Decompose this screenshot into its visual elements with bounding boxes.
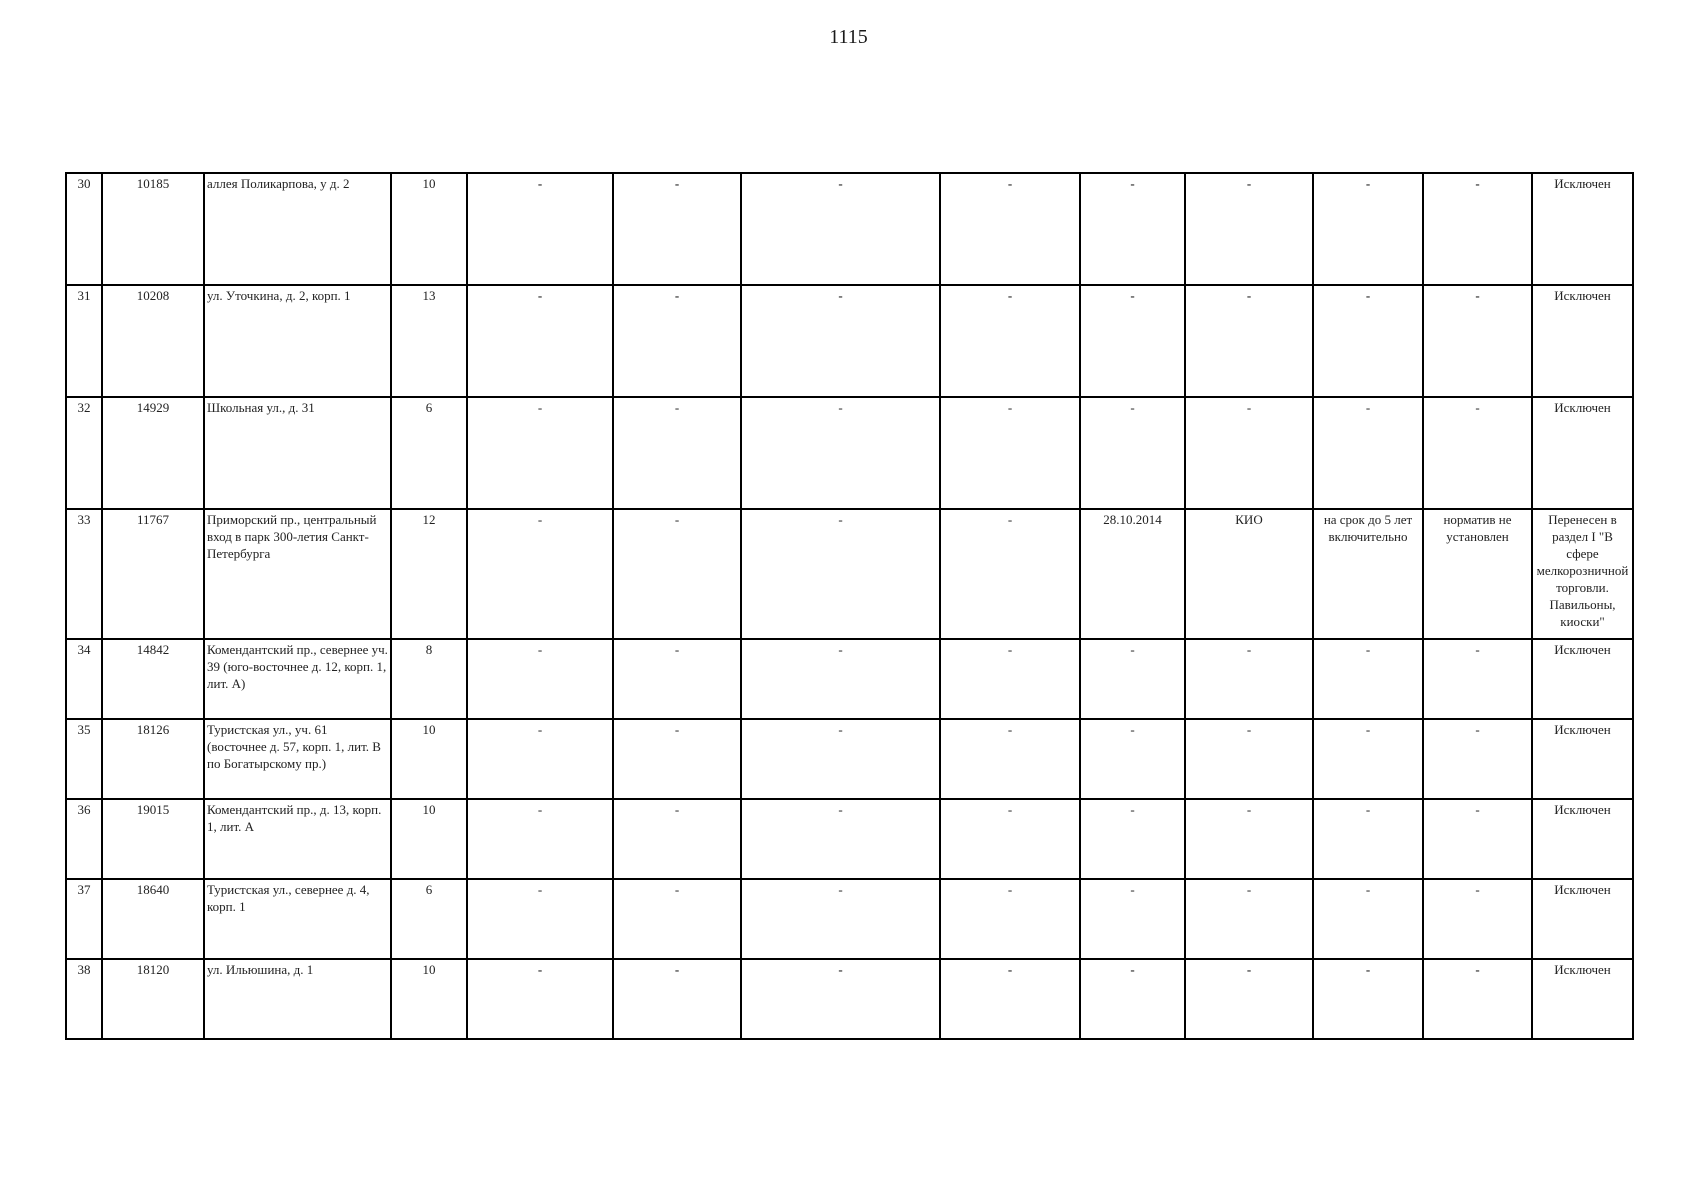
cell-col8: - [940, 397, 1080, 509]
cell-col6: - [613, 509, 741, 639]
cell-date: - [1080, 799, 1185, 879]
table-row [66, 639, 1633, 719]
cell-value: 6 [391, 397, 467, 509]
cell-date: - [1080, 959, 1185, 1039]
cell-organization: - [1185, 799, 1313, 879]
cell-col8: - [940, 173, 1080, 285]
cell-col7: - [741, 719, 940, 799]
table-row [66, 285, 1633, 397]
cell-address: ул. Ильюшина, д. 1 [204, 959, 391, 1039]
cell-col5: - [467, 397, 613, 509]
cell-object-id: 11767 [102, 509, 204, 639]
registry-table [65, 172, 1634, 1040]
cell-term: - [1313, 959, 1423, 1039]
cell-status: Исключен [1532, 639, 1633, 719]
cell-col6: - [613, 879, 741, 959]
cell-col5: - [467, 799, 613, 879]
cell-value: 10 [391, 719, 467, 799]
cell-col6: - [613, 799, 741, 879]
cell-col8: - [940, 879, 1080, 959]
table-row [66, 397, 1633, 509]
cell-col7: - [741, 397, 940, 509]
cell-norm: - [1423, 719, 1532, 799]
cell-address: ул. Уточкина, д. 2, корп. 1 [204, 285, 391, 397]
cell-address: Школьная ул., д. 31 [204, 397, 391, 509]
table-row [66, 509, 1633, 639]
cell-value: 10 [391, 173, 467, 285]
cell-value: 8 [391, 639, 467, 719]
cell-col7: - [741, 879, 940, 959]
cell-object-id: 18120 [102, 959, 204, 1039]
cell-number: 33 [66, 509, 102, 639]
cell-object-id: 10185 [102, 173, 204, 285]
table-row [66, 959, 1633, 1039]
cell-number: 37 [66, 879, 102, 959]
cell-number: 35 [66, 719, 102, 799]
cell-status: Исключен [1532, 879, 1633, 959]
cell-value: 10 [391, 799, 467, 879]
cell-address: аллея Поликарпова, у д. 2 [204, 173, 391, 285]
cell-term: - [1313, 799, 1423, 879]
table-row [66, 879, 1633, 959]
cell-value: 6 [391, 879, 467, 959]
cell-number: 30 [66, 173, 102, 285]
cell-status: Исключен [1532, 173, 1633, 285]
cell-address: Туристская ул., уч. 61 (восточнее д. 57, корп. 1, лит. В по Богатырскому пр.) [204, 719, 391, 799]
cell-date: 28.10.2014 [1080, 509, 1185, 639]
cell-col5: - [467, 879, 613, 959]
cell-col8: - [940, 639, 1080, 719]
table-row [66, 719, 1633, 799]
cell-number: 38 [66, 959, 102, 1039]
cell-object-id: 14929 [102, 397, 204, 509]
cell-col6: - [613, 719, 741, 799]
cell-organization: - [1185, 285, 1313, 397]
cell-col8: - [940, 509, 1080, 639]
cell-term: - [1313, 397, 1423, 509]
cell-organization: - [1185, 639, 1313, 719]
cell-col8: - [940, 799, 1080, 879]
cell-term: - [1313, 285, 1423, 397]
cell-status: Перенесен в раздел I "В сфере мелкорозничной торговли. Павильоны, киоски" [1532, 509, 1633, 639]
cell-term: - [1313, 879, 1423, 959]
cell-col6: - [613, 639, 741, 719]
cell-date: - [1080, 397, 1185, 509]
page-number: 1115 [829, 26, 868, 48]
cell-date: - [1080, 639, 1185, 719]
cell-object-id: 14842 [102, 639, 204, 719]
cell-organization: КИО [1185, 509, 1313, 639]
cell-organization: - [1185, 879, 1313, 959]
cell-organization: - [1185, 397, 1313, 509]
cell-date: - [1080, 879, 1185, 959]
cell-value: 10 [391, 959, 467, 1039]
cell-col5: - [467, 639, 613, 719]
cell-col7: - [741, 285, 940, 397]
cell-norm: - [1423, 879, 1532, 959]
cell-norm: - [1423, 959, 1532, 1039]
cell-col8: - [940, 959, 1080, 1039]
cell-col5: - [467, 509, 613, 639]
cell-col7: - [741, 799, 940, 879]
cell-value: 13 [391, 285, 467, 397]
cell-col5: - [467, 959, 613, 1039]
cell-term: - [1313, 719, 1423, 799]
cell-term: - [1313, 173, 1423, 285]
cell-norm: - [1423, 799, 1532, 879]
cell-status: Исключен [1532, 959, 1633, 1039]
cell-col6: - [613, 959, 741, 1039]
cell-term: - [1313, 639, 1423, 719]
cell-object-id: 10208 [102, 285, 204, 397]
cell-col5: - [467, 285, 613, 397]
cell-norm: - [1423, 639, 1532, 719]
cell-col5: - [467, 173, 613, 285]
cell-term: на срок до 5 лет включительно [1313, 509, 1423, 639]
cell-col8: - [940, 719, 1080, 799]
cell-norm: - [1423, 285, 1532, 397]
cell-col7: - [741, 173, 940, 285]
cell-status: Исключен [1532, 799, 1633, 879]
cell-address: Туристская ул., севернее д. 4, корп. 1 [204, 879, 391, 959]
cell-address: Приморский пр., центральный вход в парк 300-летия Санкт-Петербурга [204, 509, 391, 639]
cell-address: Комендантский пр., севернее уч. 39 (юго-восточнее д. 12, корп. 1, лит. А) [204, 639, 391, 719]
cell-object-id: 19015 [102, 799, 204, 879]
cell-status: Исключен [1532, 719, 1633, 799]
cell-col8: - [940, 285, 1080, 397]
cell-date: - [1080, 719, 1185, 799]
cell-col5: - [467, 719, 613, 799]
cell-number: 32 [66, 397, 102, 509]
cell-col7: - [741, 639, 940, 719]
cell-number: 34 [66, 639, 102, 719]
cell-col6: - [613, 285, 741, 397]
cell-date: - [1080, 285, 1185, 397]
cell-object-id: 18126 [102, 719, 204, 799]
cell-number: 31 [66, 285, 102, 397]
cell-norm: - [1423, 397, 1532, 509]
table-row [66, 173, 1633, 285]
cell-col6: - [613, 397, 741, 509]
cell-number: 36 [66, 799, 102, 879]
cell-col7: - [741, 509, 940, 639]
table-row [66, 799, 1633, 879]
cell-date: - [1080, 173, 1185, 285]
cell-organization: - [1185, 959, 1313, 1039]
cell-object-id: 18640 [102, 879, 204, 959]
cell-value: 12 [391, 509, 467, 639]
cell-norm: - [1423, 173, 1532, 285]
cell-col7: - [741, 959, 940, 1039]
cell-address: Комендантский пр., д. 13, корп. 1, лит. А [204, 799, 391, 879]
table-body [66, 173, 1633, 1039]
cell-organization: - [1185, 719, 1313, 799]
cell-organization: - [1185, 173, 1313, 285]
cell-col6: - [613, 173, 741, 285]
cell-norm: норматив не установлен [1423, 509, 1532, 639]
cell-status: Исключен [1532, 285, 1633, 397]
cell-status: Исключен [1532, 397, 1633, 509]
